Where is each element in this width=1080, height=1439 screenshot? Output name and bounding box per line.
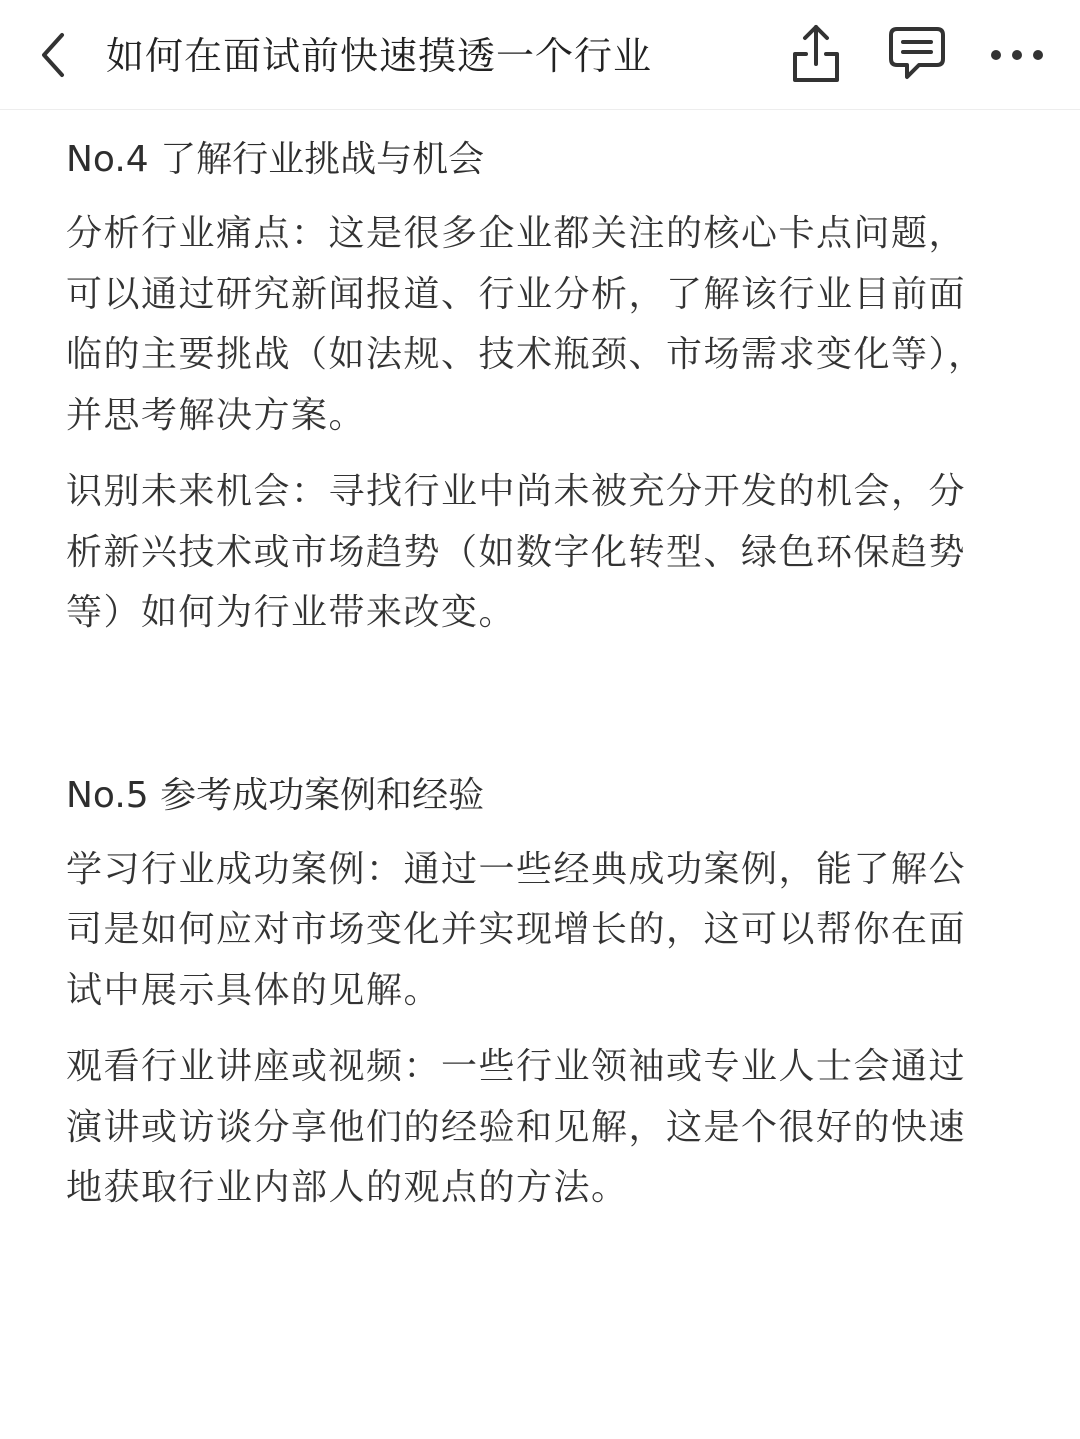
- comment-icon: [887, 25, 947, 83]
- paragraph-future-opportunities: 识别未来机会：寻找行业中尚未被充分开发的机会，分析新兴技术或市场趋势（如数字化转型、绿色环保趋势等）如何为行业带来改变。: [66, 471, 967, 633]
- article-body: [66, 128, 996, 1219]
- section-title-no4: No.4 了解行业挑战与机会: [66, 139, 485, 180]
- share-icon: [789, 22, 843, 84]
- comment-button[interactable]: [878, 18, 956, 90]
- page-title: 如何在面试前快速摸透一个行业: [106, 34, 653, 78]
- more-dots-icon: [989, 48, 1045, 62]
- paragraph-talks-videos: 观看行业讲座或视频：一些行业领袖或专业人士会通过演讲或访谈分享他们的经验和见解，这是个很好的快速地获取行业内部人的观点的方法。: [66, 1046, 967, 1208]
- back-button[interactable]: [22, 22, 82, 88]
- share-button[interactable]: [780, 16, 852, 90]
- paragraph-success-cases: 学习行业成功案例：通过一些经典成功案例，能了解公司是如何应对市场变化并实现增长的，这可以帮你在面试中展示具体的见解。: [66, 848, 967, 1011]
- paragraph-industry-pain-points: 分析行业痛点：这是很多企业都关注的核心卡点问题，可以通过研究新闻报道、行业分析，了解该行业目前面临的主要挑战（如法规、技术瓶颈、市场需求变化等），并思考解决方案。: [66, 213, 986, 436]
- top-nav-bar: [0, 0, 1080, 110]
- section-title-no5: No.5 参考成功案例和经验: [66, 774, 485, 816]
- more-button[interactable]: [980, 22, 1054, 88]
- chevron-left-icon: [32, 29, 72, 81]
